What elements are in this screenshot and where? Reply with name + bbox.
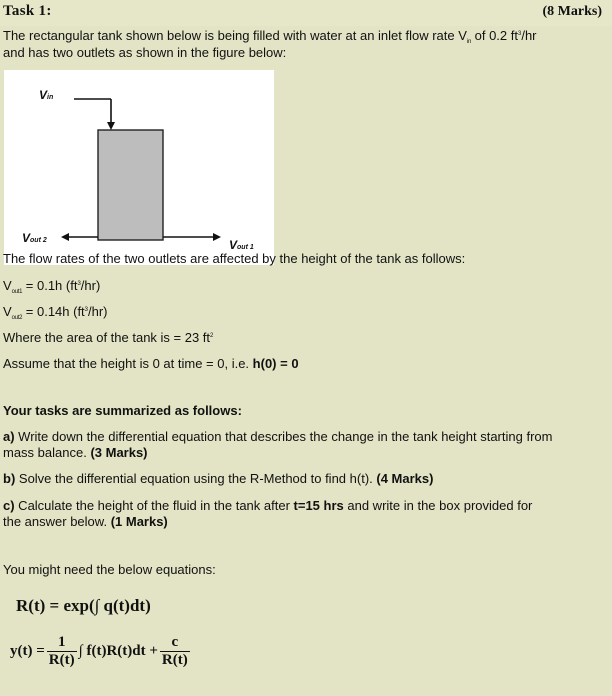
r-method-equation: R(t) = exp(∫ q(t)dt)	[16, 596, 151, 615]
vout2-label: Vout 2	[22, 231, 47, 245]
flow-intro: The flow rates of the two outlets are affected by the height of the tank as follows:	[3, 251, 466, 266]
tank-body	[98, 130, 163, 240]
task-content	[0, 26, 612, 696]
tank-area: Where the area of the tank is = 23 $ft^2$	[3, 330, 214, 345]
vout1-equation: $V_{out1} = 0.1h$ $(ft^3/hr)$	[3, 278, 101, 295]
vin-label: Vin	[39, 88, 54, 102]
task-header	[0, 0, 612, 27]
tasks-heading: Your tasks are summarized as follows:	[3, 403, 242, 418]
outlet-1-arrow-head	[213, 233, 221, 241]
initial-condition: Assume that the height is 0 at time = 0, i.e. h(0) = 0	[3, 356, 299, 371]
task-c-line-2: the answer below. (1 Marks)	[3, 514, 168, 529]
task-c-line-1: c) Calculate the height of the fluid in the tank after t=15 hrs and write in the box provided for	[3, 498, 533, 513]
intro-line-2: and has two outlets as shown in the figure below:	[3, 45, 287, 60]
intro-line-1: The rectangular tank shown below is being filled with water at an inlet flow rate $V_{in}$ of 0.2 $ft^3/hr$	[3, 28, 537, 45]
fraction-2: $\frac{c}{R(t)}$	[161, 634, 188, 668]
y-solution-equation: y(t) = $\frac{1}{R(t)}$ ∫ f(t)R(t)dt + $\frac{c}{R(t)}$	[10, 634, 188, 668]
task-a-line-2: mass balance. (3 Marks)	[3, 445, 148, 460]
tank-figure	[4, 70, 274, 265]
vout1-label: Vout 1	[229, 238, 254, 252]
equations-intro: You might need the below equations:	[3, 562, 216, 577]
task-title: Task 1:	[3, 3, 52, 19]
task-a-line-1: a) Write down the differential equation that describes the change in the tank height starting from	[3, 429, 553, 444]
outlet-2-arrow-head	[61, 233, 69, 241]
fraction-1: $\frac{1}{R(t)}$	[48, 634, 75, 668]
vout2-equation: $V_{out2} = 0.14h$ $(ft^3/hr)$	[3, 304, 108, 321]
inlet-arrow-head	[107, 122, 115, 130]
task-marks: (8 Marks)	[542, 4, 602, 19]
task-b: b) Solve the differential equation using the R-Method to find h(t). (4 Marks)	[3, 471, 434, 486]
